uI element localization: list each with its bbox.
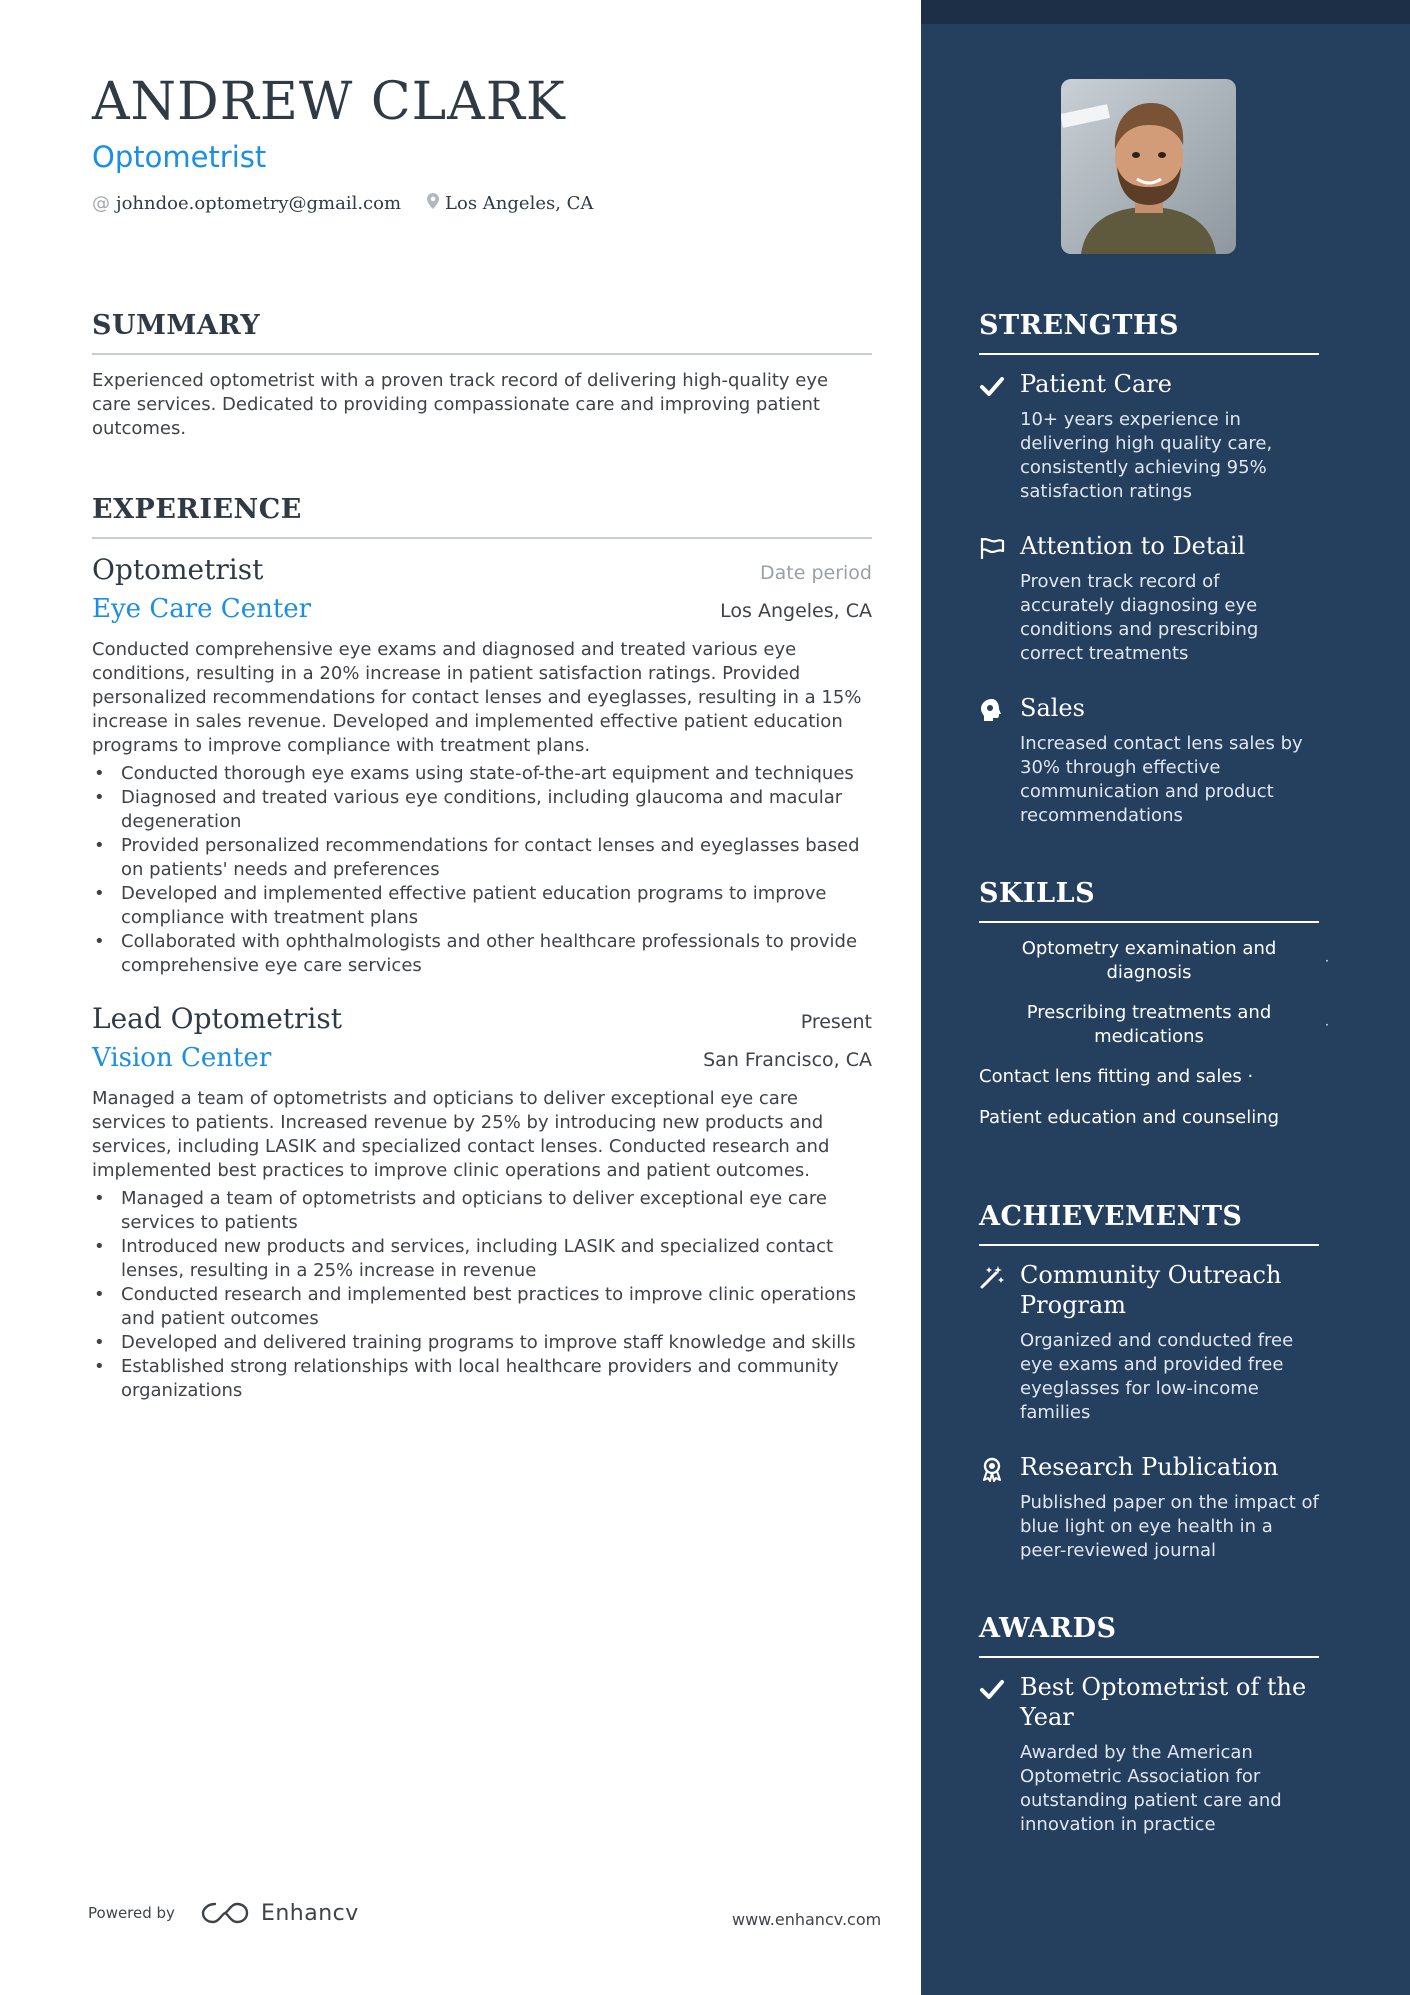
- separator-dot: ·: [1325, 954, 1329, 968]
- strength-title: Sales: [1020, 694, 1085, 722]
- job-title: Optometrist: [92, 140, 267, 174]
- achievements-section: [979, 1201, 1319, 1563]
- summary-text: Experienced optometrist with a proven track record of delivering high-quality eye care services. Dedicated to providing compassionate care and improving patient outcomes.: [92, 370, 829, 439]
- skill-tag: [979, 937, 1329, 985]
- strength-item: [979, 693, 1319, 828]
- skill-label: Optometry examination and diagnosis: [1021, 938, 1277, 983]
- checkmark-icon: [979, 373, 1005, 399]
- email-text: johndoe.optometry@gmail.com: [116, 193, 402, 214]
- contact-info: [92, 193, 619, 214]
- location-contact: [427, 193, 593, 214]
- job-role: Optometrist: [92, 553, 264, 586]
- profile-photo: [1061, 79, 1236, 254]
- enhancv-logo-icon: [201, 1900, 249, 1926]
- location-text: Los Angeles, CA: [445, 193, 594, 214]
- skill-tag: [979, 1106, 1319, 1130]
- strengths-section: [979, 310, 1319, 828]
- job-bullets: [92, 762, 872, 978]
- separator-dot: ·: [1325, 1018, 1329, 1032]
- achievement-item: [979, 1452, 1319, 1563]
- job-description: Conducted comprehensive eye exams and diagnosed and treated various eye conditions, resulting in a 20% increase in patient satisfaction ratings. Provided personalized recommendations for contact lenses and eyeglasses, resulting in a 15% increase in sales revenue. Developed and implemented effective patient education programs to improve compliance with treatment plans.: [92, 639, 862, 756]
- job-date: Present: [800, 1011, 872, 1033]
- job-location: Los Angeles, CA: [720, 600, 872, 622]
- job-date: Date period: [760, 562, 872, 584]
- skills-section: [979, 878, 1329, 1130]
- job-bullet: • Established strong relationships with local healthcare providers and community organizations: [92, 1355, 872, 1403]
- award-item: [979, 1672, 1319, 1837]
- skill-label: Patient education and counseling: [979, 1107, 1280, 1128]
- experience-section: [92, 494, 872, 1403]
- magic-wand-icon: [979, 1264, 1005, 1290]
- sidebar-top-bar: [921, 0, 1410, 24]
- job-role: Lead Optometrist: [92, 1002, 343, 1035]
- strength-item: [979, 369, 1319, 504]
- job-company: Eye Care Center: [92, 594, 312, 624]
- strength-item: [979, 531, 1319, 666]
- separator-dot: ·: [1247, 1066, 1254, 1087]
- skills-list: [979, 937, 1329, 1130]
- achievement-description: Published paper on the impact of blue light on eye health in a peer-reviewed journal: [1020, 1492, 1319, 1561]
- job-entry: [92, 553, 872, 978]
- achievement-title: Community Outreach Program: [1020, 1261, 1282, 1319]
- achievement-description: Organized and conducted free eye exams and provided free eyeglasses for low-income families: [1020, 1330, 1294, 1423]
- job-entry: [92, 1002, 872, 1403]
- candidate-name: ANDREW CLARK: [92, 72, 566, 132]
- strengths-heading: STRENGTHS: [979, 310, 1319, 355]
- strength-description: Increased contact lens sales by 30% through effective communication and product recommendations: [1020, 733, 1303, 826]
- flag-icon: [979, 535, 1005, 561]
- enhancv-logo[interactable]: [201, 1900, 359, 1926]
- checkmark-icon: [979, 1676, 1005, 1702]
- strength-description: 10+ years experience in delivering high quality care, consistently achieving 95% satisfaction ratings: [1020, 409, 1273, 502]
- job-bullet: • Conducted thorough eye exams using state-of-the-art equipment and techniques: [92, 762, 872, 786]
- footer-branding: [88, 1900, 359, 1926]
- email-contact[interactable]: [92, 193, 401, 214]
- summary-section: [92, 310, 872, 441]
- summary-heading: SUMMARY: [92, 310, 872, 355]
- sidebar: [921, 0, 1410, 1995]
- job-bullet: • Developed and implemented effective patient education programs to improve compliance with treatment plans: [92, 882, 872, 930]
- job-bullet: • Introduced new products and services, including LASIK and specialized contact lenses, resulting in a 25% increase in revenue: [92, 1235, 872, 1283]
- strength-title: Patient Care: [1020, 370, 1172, 398]
- job-bullet: • Developed and delivered training programs to improve staff knowledge and skills: [92, 1331, 872, 1355]
- job-location: San Francisco, CA: [703, 1049, 872, 1071]
- awards-heading: AWARDS: [979, 1613, 1319, 1658]
- job-bullet: • Provided personalized recommendations for contact lenses and eyeglasses based on patients' needs and preferences: [92, 834, 872, 882]
- achievement-item: [979, 1260, 1319, 1425]
- job-bullet: • Conducted research and implemented best practices to improve clinic operations and patient outcomes: [92, 1283, 872, 1331]
- powered-by-text: Powered by: [88, 1904, 175, 1922]
- head-icon: [979, 697, 1005, 723]
- skills-heading: SKILLS: [979, 878, 1319, 923]
- job-bullet: • Collaborated with ophthalmologists and other healthcare professionals to provide comprehensive eye care services: [92, 930, 872, 978]
- skill-tag: [979, 1065, 1319, 1089]
- job-company: Vision Center: [92, 1043, 272, 1073]
- strength-description: Proven track record of accurately diagnosing eye conditions and prescribing correct treatments: [1020, 571, 1259, 664]
- achievement-title: Research Publication: [1020, 1453, 1279, 1481]
- achievements-heading: ACHIEVEMENTS: [979, 1201, 1319, 1246]
- job-bullet: • Diagnosed and treated various eye conditions, including glaucoma and macular degeneration: [92, 786, 872, 834]
- footer-url[interactable]: www.enhancv.com: [732, 1910, 882, 1929]
- award-title: Best Optometrist of the Year: [1020, 1673, 1307, 1731]
- at-icon: @: [92, 193, 110, 214]
- strength-title: Attention to Detail: [1020, 532, 1246, 560]
- location-pin-icon: [427, 193, 439, 214]
- awards-section: [979, 1613, 1319, 1837]
- award-ribbon-icon: [979, 1456, 1005, 1482]
- job-bullets: [92, 1187, 872, 1403]
- experience-heading: EXPERIENCE: [92, 494, 872, 539]
- skill-tag: [979, 1001, 1329, 1049]
- job-description: Managed a team of optometrists and opticians to deliver exceptional eye care services to patients. Increased revenue by 25% by introducing new products and services, including LASIK and specialized contact lenses. Conducted research and implemented best practices to improve clinic operations and patient outcomes.: [92, 1088, 830, 1181]
- award-description: Awarded by the American Optometric Association for outstanding patient care and innovation in practice: [1020, 1742, 1282, 1835]
- skill-label: Prescribing treatments and medications: [1026, 1002, 1272, 1047]
- job-bullet: • Managed a team of optometrists and opticians to deliver exceptional eye care services to patients: [92, 1187, 872, 1235]
- skill-label: Contact lens fitting and sales: [979, 1066, 1242, 1087]
- brand-name: Enhancv: [260, 1900, 359, 1926]
